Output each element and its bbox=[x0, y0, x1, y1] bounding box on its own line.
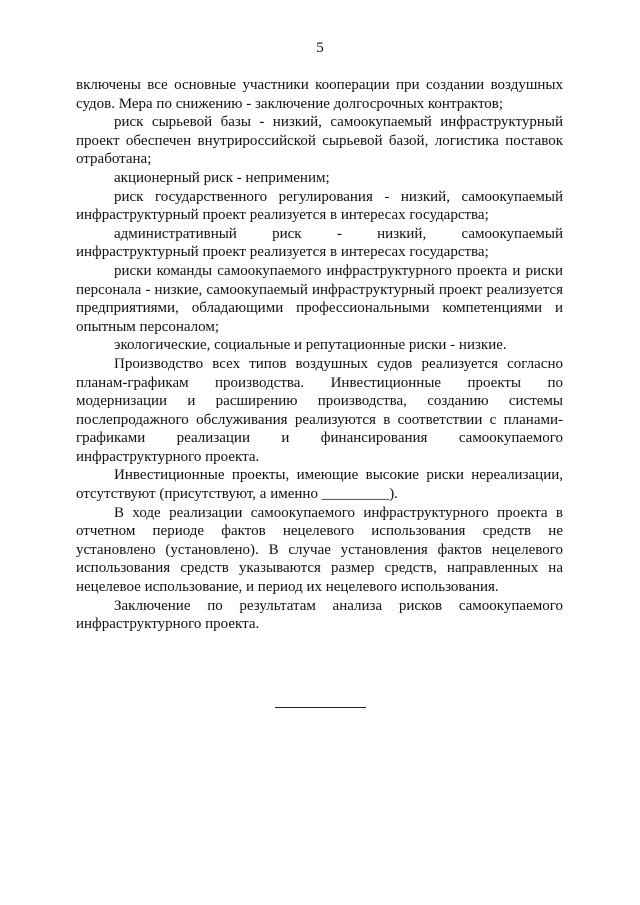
page-number: 5 bbox=[316, 40, 324, 56]
paragraph-production: Производство всех типов воздушных судов реализуется согласно планам-графикам производства. Инвестиционные проекты по модернизации и расширению производства, созданию системы послепродажного обслуживания реализуются в соответствии с планами-графиками реализации и финансирования самоокупаемого инфраструктурного проекта. bbox=[76, 355, 563, 465]
paragraph-continuation: включены все основные участники кооперации при создании воздушных судов. Мера по снижению - заключение долгосрочных контрактов; bbox=[76, 77, 563, 112]
paragraph-esg-risk: экологические, социальные и репутационные риски - низкие. bbox=[114, 337, 507, 354]
paragraph-conclusion: Заключение по результатам анализа рисков самоокупаемого инфраструктурного проекта. bbox=[76, 597, 563, 633]
paragraph-investment-projects: Инвестиционные проекты, имеющие высокие риски нереализации, отсутствуют (присутствуют, а именно _________). bbox=[76, 467, 563, 503]
document-body bbox=[76, 76, 563, 634]
paragraph-misuse-of-funds: В ходе реализации самоокупаемого инфраструктурного проекта в отчетном периоде фактов нецелевого использования средств не установлено (установлено). В случае установления фактов нецелевого использования средств указываются размер средств, направленных на нецелевое использование, и период их нецелевого использования. bbox=[76, 504, 563, 596]
paragraph-shareholder-risk: акционерный риск - неприменим; bbox=[114, 169, 330, 186]
end-of-document-rule bbox=[275, 707, 366, 708]
paragraph-administrative-risk: административный риск - низкий, самоокупаемый инфраструктурный проект реализуется в интересах государства; bbox=[76, 225, 563, 261]
paragraph-team-risk: риски команды самоокупаемого инфраструктурного проекта и риски персонала - низкие, самоокупаемый инфраструктурный проект реализуется предприятиями, обладающими профессиональными компетенциями и опытным персоналом; bbox=[76, 262, 563, 335]
paragraph-regulatory-risk: риск государственного регулирования - низкий, самоокупаемый инфраструктурный проект реализуется в интересах государства; bbox=[76, 188, 563, 224]
paragraph-raw-material-risk: риск сырьевой базы - низкий, самоокупаемый инфраструктурный проект обеспечен внутрироссийской сырьевой базой, логистика поставок отработана; bbox=[76, 114, 563, 168]
